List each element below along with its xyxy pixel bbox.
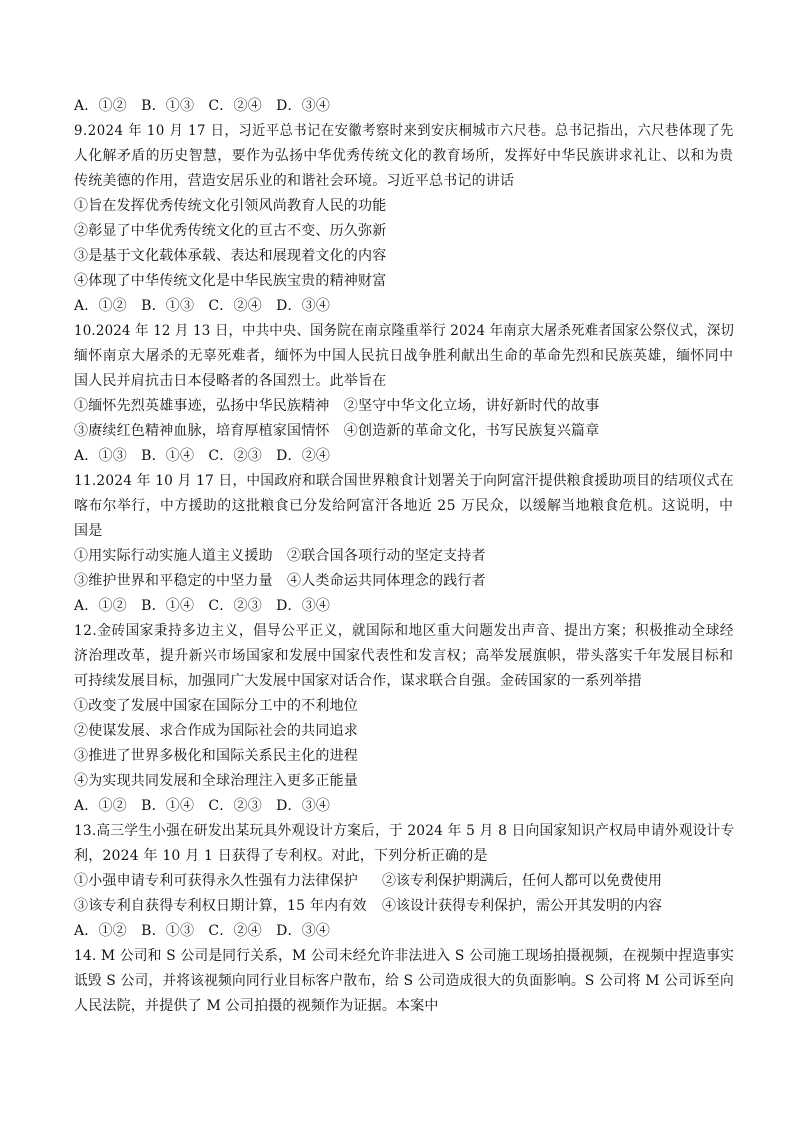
q12-choice-3: ③推进了世界多极化和国际关系民主化的进程 — [74, 748, 358, 764]
q11-answer-options: A．①② B．①④ C．②③ D．③④ — [74, 598, 331, 614]
q12-stem-line-1: 12.金砖国家秉持多边主义，倡导公平正义，就国际和地区重大问题发出声音、提出方案；积极推动全球经 — [74, 623, 735, 639]
q12-stem-line-3: 可持续发展目标，加强同广大发展中国家对话合作，谋求联合自强。金砖国家的一系列举措 — [74, 673, 642, 689]
q13-choice-2: ②该专利保护期满后，任何人都可以免费使用 — [382, 873, 662, 889]
q9-answer-options: A．①② B．①③ C．②④ D．③④ — [74, 298, 331, 314]
q13-answer-options: A．①② B．①③ C．②④ D．③④ — [74, 923, 331, 939]
q9-stem-line-2: 人化解矛盾的历史智慧，要作为弘扬中华优秀传统文化的教育场所，发挥好中华民族讲求礼让、以和为贵 — [74, 148, 734, 164]
q14-stem-line-3: 人民法院，并提供了 M 公司拍摄的视频作为证据。本案中 — [74, 998, 439, 1014]
q12-stem-line-2: 济治理改革，提升新兴市场国家和发展中国家代表性和发言权；高举发展旗帜，带头落实千年发展目标和 — [74, 648, 734, 664]
q9-choice-1: ①旨在发挥优秀传统文化引领风尚教育人民的功能 — [74, 198, 387, 214]
q12-choice-4: ④为实现共同发展和全球治理注入更多正能量 — [74, 773, 358, 789]
q14-stem-line-1: 14. M 公司和 S 公司是同行关系，M 公司未经允许非法进入 S 公司施工现场拍摄视频，在视频中捏造事实 — [74, 948, 735, 964]
q13-stem-line-2: 利，2024 年 10 月 1 日获得了专利权。对此，下列分析正确的是 — [74, 848, 488, 864]
q12-answer-options: A．①② B．①④ C．②③ D．③④ — [74, 798, 331, 814]
q13-stem-line-1: 13.高三学生小强在研发出某玩具外观设计方案后，于 2024 年 5 月 8 日向国家知识产权局申请外观设计专 — [74, 823, 735, 839]
q11-stem-line-3: 国是 — [74, 523, 103, 539]
q11-choices-1-2: ①用实际行动实施人道主义援助 ②联合国各项行动的坚定支持者 — [74, 548, 486, 564]
q12-choice-2: ②使谋发展、求合作成为国际社会的共同追求 — [74, 723, 358, 739]
q10-choices-3-4: ③赓续红色精神血脉，培育厚植家国情怀 ④创造新的革命文化，书写民族复兴篇章 — [74, 423, 600, 439]
q8-answer-options: A．①② B．①③ C．②④ D．③④ — [74, 98, 331, 114]
q9-stem-line-3: 传统美德的作用，营造安居乐业的和谐社会环境。习近平总书记的讲话 — [74, 173, 515, 189]
q10-stem-line-1: 10.2024 年 12 月 13 日，中共中央、国务院在南京隆重举行 2024 年南京大屠杀死难者国家公祭仪式，深切 — [74, 323, 735, 339]
q13-choice-1: ①小强申请专利可获得永久性强有力法律保护 — [74, 873, 358, 889]
q13-choice-3: ③该专利自获得专利权日期计算，15 年内有效 — [74, 898, 367, 914]
q11-stem-line-1: 11.2024 年 10 月 17 日，中国政府和联合国世界粮食计划署关于向阿富汗提供粮食援助项目的结项仪式在 — [74, 473, 734, 489]
q9-choice-2: ②彰显了中华优秀传统文化的亘古不变、历久弥新 — [74, 223, 387, 239]
q13-choice-4: ④该设计获得专利保护，需公开其发明的内容 — [382, 898, 662, 914]
q10-stem-line-3: 国人民并肩抗击日本侵略者的各国烈士。此举旨在 — [74, 373, 387, 389]
q11-choices-3-4: ③维护世界和平稳定的中坚力量 ④人类命运共同体理念的践行者 — [74, 573, 486, 589]
q14-stem-line-2: 诋毁 S 公司，并将该视频向同行业目标客户散布，给 S 公司造成很大的负面影响。S 公司将 M 公司诉至向 — [74, 973, 734, 989]
q9-choice-3: ③是基于文化载体承载、表达和展现着文化的内容 — [74, 248, 387, 264]
q10-stem-line-2: 缅怀南京大屠杀的无辜死难者，缅怀为中国人民抗日战争胜利献出生命的革命先烈和民族英雄，缅怀同中 — [74, 348, 734, 364]
q10-answer-options: A．①③ B．①④ C．②③ D．②④ — [74, 448, 331, 464]
q9-stem-line-1: 9.2024 年 10 月 17 日，习近平总书记在安徽考察时来到安庆桐城市六尺巷。总书记指出，六尺巷体现了先 — [74, 123, 734, 139]
q11-stem-line-2: 喀布尔举行，中方援助的这批粮食已分发给阿富汗各地近 25 万民众，以缓解当地粮食危机。这说明，中 — [74, 498, 734, 514]
q10-choices-1-2: ①缅怀先烈英雄事迹，弘扬中华民族精神 ②坚守中华文化立场，讲好新时代的故事 — [74, 398, 600, 414]
q12-choice-1: ①改变了发展中国家在国际分工中的不利地位 — [74, 698, 358, 714]
q9-choice-4: ④体现了中华传统文化是中华民族宝贵的精神财富 — [74, 273, 387, 289]
